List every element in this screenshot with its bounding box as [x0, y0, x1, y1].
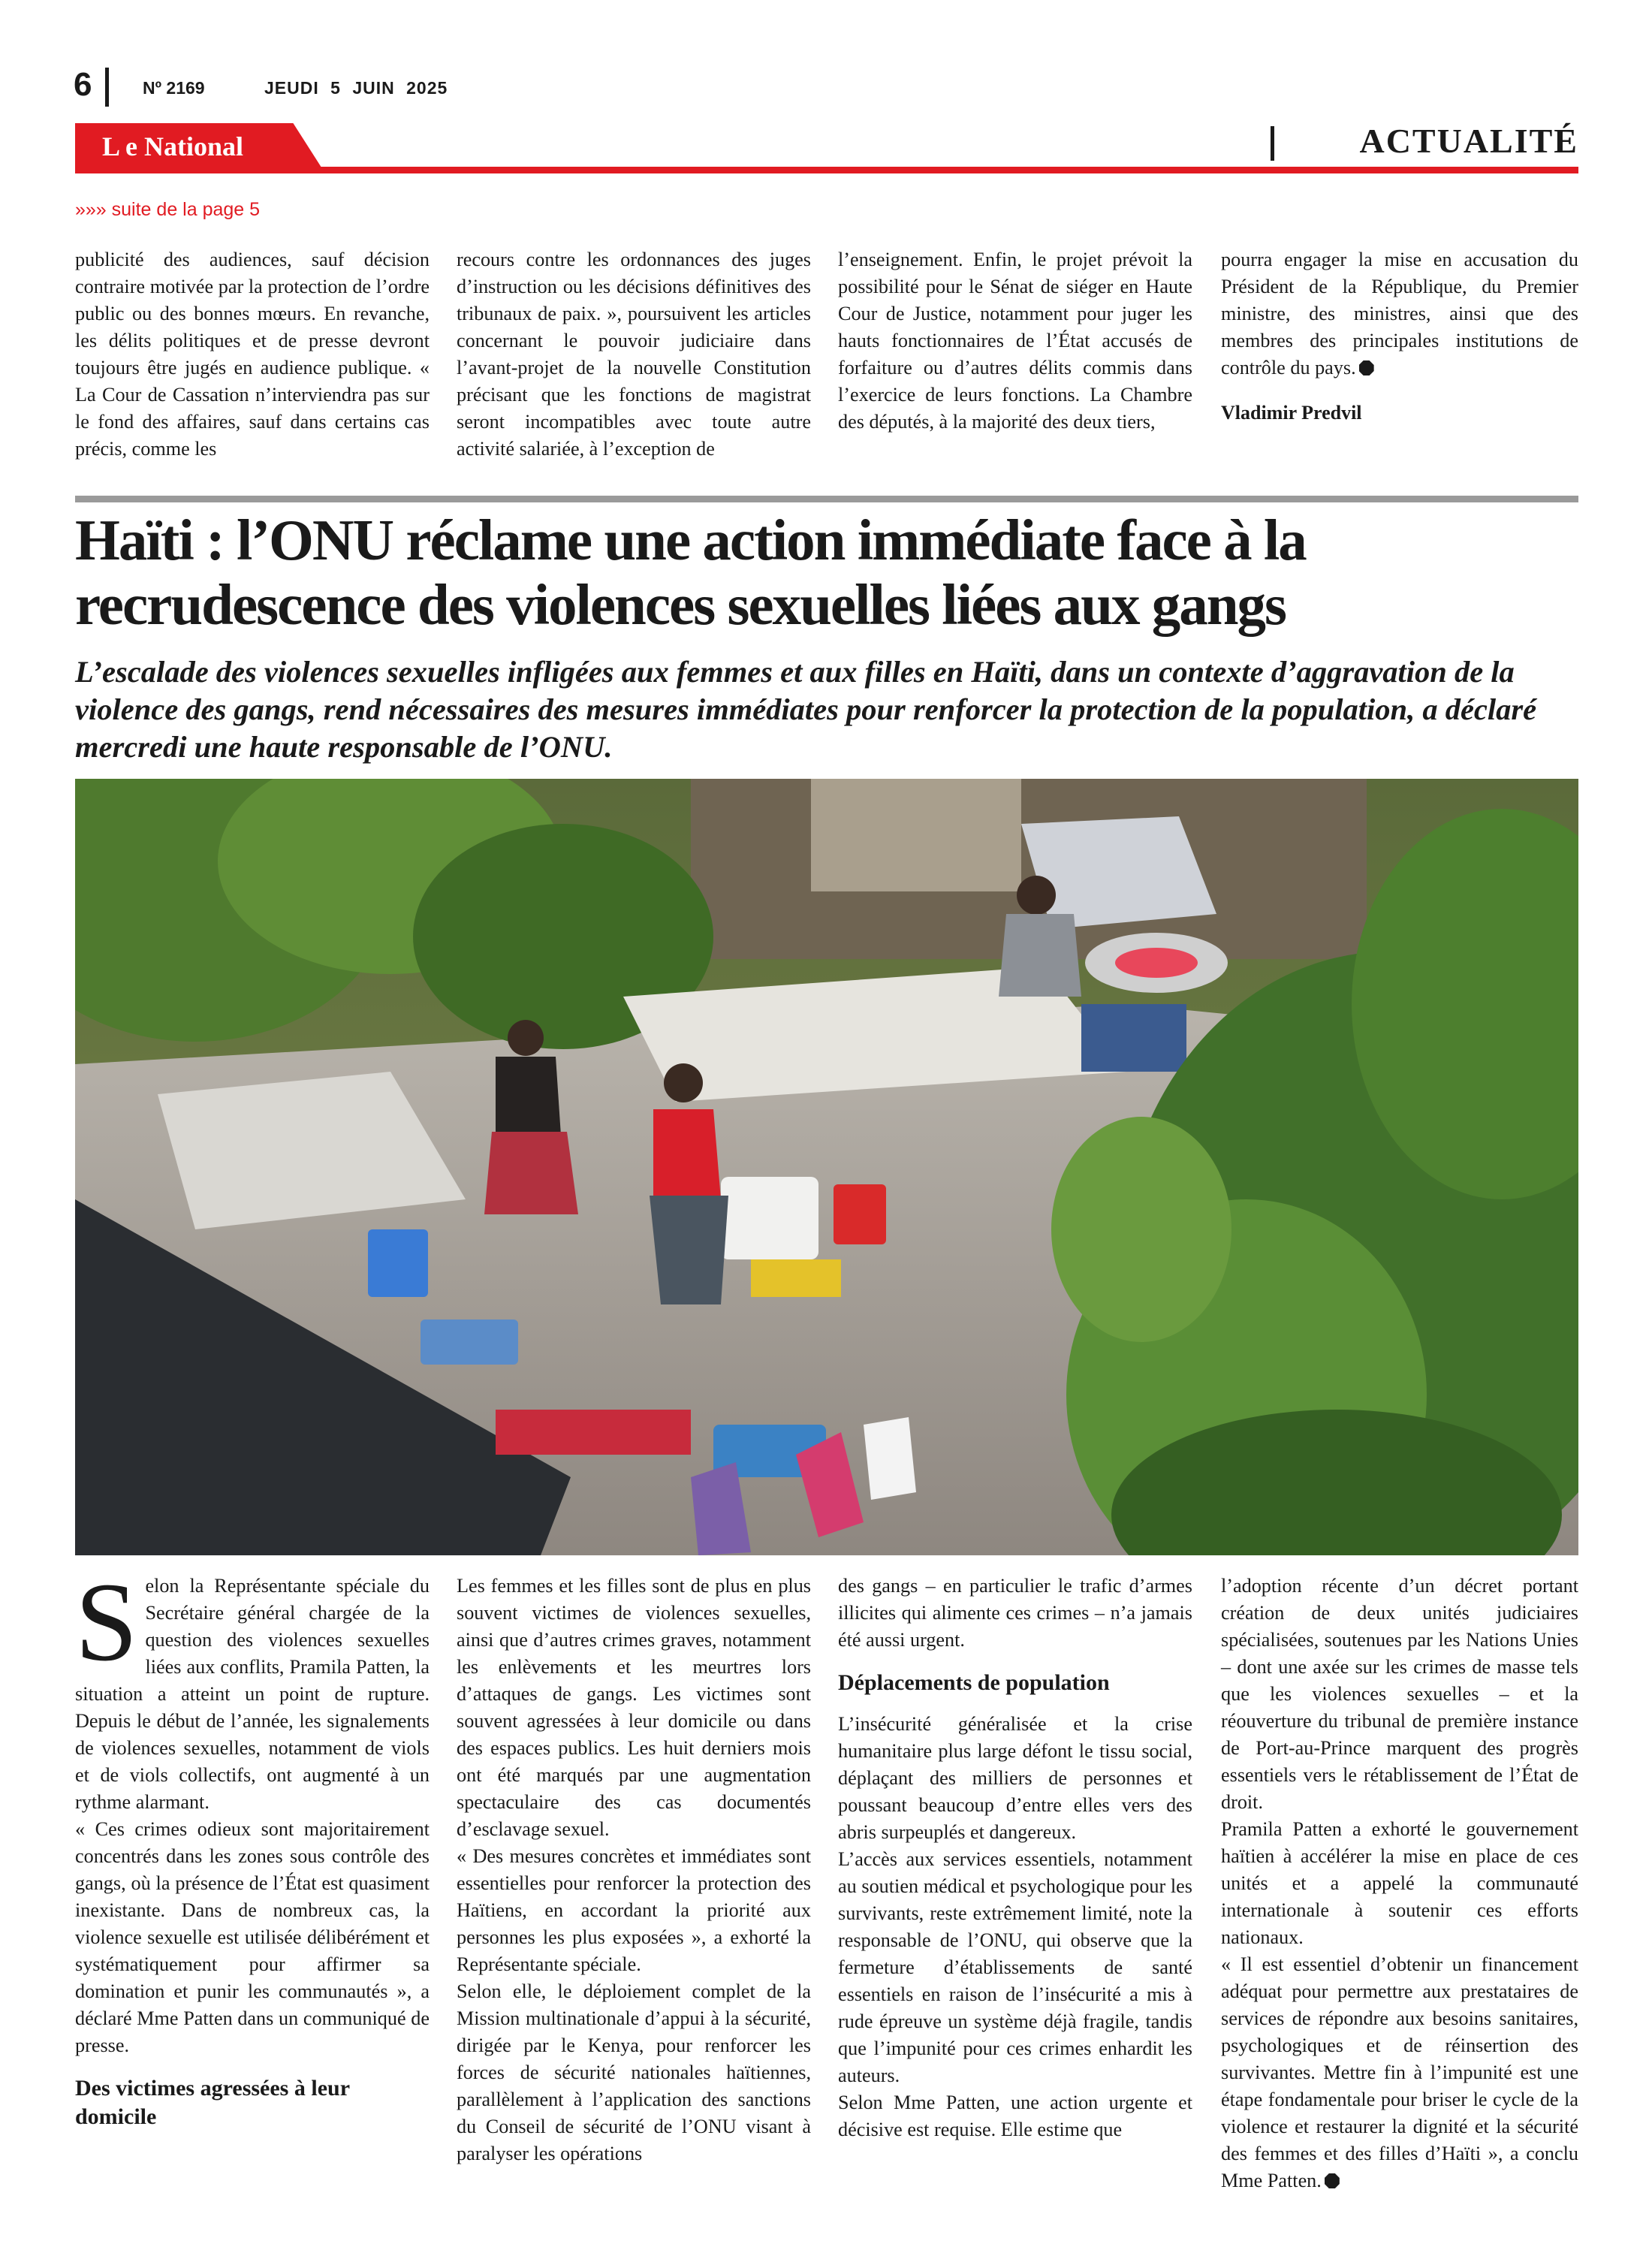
article-headline: Haïti : l’ONU réclame une action immédiate face à la recrudescence des violences sexuelles liées aux gangs: [75, 508, 1306, 637]
newspaper-brand: L e National: [102, 131, 244, 161]
issue-date: JEUDI 5 JUIN 2025: [264, 78, 448, 98]
prev-article-text: pourra engager la mise en accusation du Président de la République, du Premier ministre, des ministres, ainsi que des membres des principales institutions de contrôle du pays.: [1221, 249, 1578, 379]
prev-article-col-2: [457, 246, 811, 463]
page-number: 6: [74, 66, 92, 103]
article-col-4: [1221, 1573, 1578, 2194]
prev-article-col-3: [838, 246, 1192, 436]
prev-article-text: recours contre les ordonnances des juges d’instruction ou les décisions définitives des tribunaux de paix. », poursuivent les articles concernant le pouvoir judiciaire dans l’avant-projet de la nouvelle Constitution précisant que les fonctions de magistrat seront incompatibles avec toute autre activité salariée, à l’exception de: [457, 249, 811, 460]
article-paragraph: Selon la Représentante spéciale du Secrétaire général chargée de la question des violences sexuelles liées aux conflits, Pramila Patten, la situation a atteint un point de rupture. Depuis le début de l’année, les signalements de violences sexuelles, notamment de viols et de viols collectifs, ont augmenté à un rythme alarmant.: [75, 1560, 430, 1813]
end-mark-icon: [1325, 2173, 1340, 2188]
prev-article-col-1: [75, 246, 430, 463]
article-paragraph: Pramila Patten a exhorté le gouvernement haïtien à accélérer la mise en place de ces unités et a appelé la communauté internationale à soutenir ces efforts nationaux.: [1221, 1818, 1578, 1948]
article-paragraph: « Il est essentiel d’obtenir un financement adéquat pour permettre aux prestataires de services de répondre aux besoins sanitaires, psychologiques et de réinsertion des survivantes. Mettre fin à l’impunité est une étape fondamentale pour briser le cycle de la violence et restaurer la dignité et la sécurité des femmes et des filles d’Haïti », a conclu Mme Patten.: [1221, 1953, 1578, 2191]
article-separator: [75, 496, 1578, 502]
continuation-note: »»» suite de la page 5: [75, 199, 261, 220]
article-col-2: [457, 1573, 811, 2167]
end-mark-icon: [1359, 360, 1374, 376]
subheading: Déplacements de population: [838, 1670, 1110, 1695]
article-paragraph: « Ces crimes odieux sont majoritairement concentrés dans les zones sous contrôle des gangs, où la présence de l’État est quasiment inexistante. Dans de nombreux cas, la violence sexuelle est utilisée délibérément et systématiquement pour affirmer sa domination et punir les communautés », a déclaré Mme Patten dans un communiqué de presse.: [75, 1818, 430, 2056]
article-col-1: [75, 1560, 430, 2145]
prev-article-text: l’enseignement. Enfin, le projet prévoit la possibilité pour le Sénat de siéger en Haute Cour de Justice, notamment pour juger les hauts fonctionnaires de l’État accusés de forfaiture ou d’autres délits commis dans l’exercice de leurs fonctions. La Chambre des députés, à la majorité des deux tiers,: [838, 249, 1192, 433]
article-paragraph: l’adoption récente d’un décret portant création de deux unités judiciaires spécialisées, soutenues par les Nations Unies – dont une axée sur les crimes de masse tels que les violences sexuelles – et la réouverture du tribunal de première instance de Port-au-Prince marquent des progrès essentiels vers le rétablissement de l’État de droit.: [1221, 1575, 1578, 1813]
header-rule: [75, 167, 1578, 173]
subheading: Des victimes agressées à leur domicile: [75, 2076, 350, 2129]
article-paragraph: L’accès aux services essentiels, notamment au soutien médical et psychologique pour les survivants, reste extrêmement limité, note la responsable de l’ONU, qui observe que la fermeture d’établissements de santé essentiels en raison de l’insécurité a mis à rude épreuve un système déjà fragile, tandis que l’impunité pour ces crimes enhardit les auteurs.: [838, 1848, 1192, 2086]
prev-article-col-4: [1221, 246, 1578, 427]
prev-article-text: publicité des audiences, sauf décision contraire motivée par la protection de l’ordre public ou des bonnes mœurs. En revanche, les délits politiques et de presse devront toujours être jugés en audience publique. « La Cour de Cassation n’interviendra pas sur le fond des affaires, sauf dans certains cas précis, comme les: [75, 249, 430, 460]
section-title: ACTUALITÉ: [1359, 122, 1578, 160]
article-paragraph: Les femmes et les filles sont de plus en plus souvent victimes de violences sexuelles, ainsi que d’autres crimes graves, notamment les enlèvements et les meurtres lors d’attaques de gangs. Les victimes sont souvent agressées à leur domicile ou dans des espaces publics. Les huit derniers mois ont été marqués par une augmentation spectaculaire des cas documentés d’esclavage sexuel.: [457, 1575, 811, 1840]
article-paragraph: Selon Mme Patten, une action urgente et décisive est requise. Elle estime que: [838, 2092, 1192, 2140]
drop-cap: S: [75, 1560, 138, 1684]
article-paragraph: « Des mesures concrètes et immédiates sont essentielles pour renforcer la protection des Haïtiens, en accordant la priorité aux personnes les plus exposées », a exhorté la Représentante spéciale.: [457, 1845, 811, 1975]
section-divider: [1271, 126, 1274, 161]
article-paragraph: L’insécurité généralisée et la crise humanitaire plus large défont le tissu social, déplaçant des milliers de personnes et poussant beaucoup d’entre elles vers des abris surpeuplés et dangereux.: [838, 1713, 1192, 1843]
byline: Vladimir Predvil: [1221, 402, 1362, 424]
article-col-3: [838, 1573, 1192, 2143]
article-paragraph: des gangs – en particulier le trafic d’armes illicites qui alimente ces crimes – n’a jamais été aussi urgent.: [838, 1575, 1192, 1651]
photo-illustration: [75, 779, 1578, 1555]
issue-number: Nº 2169: [143, 78, 205, 98]
page-number-divider: [105, 68, 109, 107]
article-paragraph: Selon elle, le déploiement complet de la Mission multinationale d’appui à la sécurité, dirigée par le Kenya, pour renforcer les forces de sécurité nationales haïtiennes, parallèlement à l’application des sanctions du Conseil de sécurité de l’ONU visant à paralyser les opérations: [457, 1980, 811, 2164]
article-photo: [75, 779, 1578, 1555]
article-lead: L’escalade des violences sexuelles infligées aux femmes et aux filles en Haïti, dans un contexte d’aggravation de la violence des gangs, rend nécessaires des mesures immédiates pour renforcer la protection de la population, a déclaré mercredi une haute responsable de l’ONU.: [75, 655, 1537, 764]
